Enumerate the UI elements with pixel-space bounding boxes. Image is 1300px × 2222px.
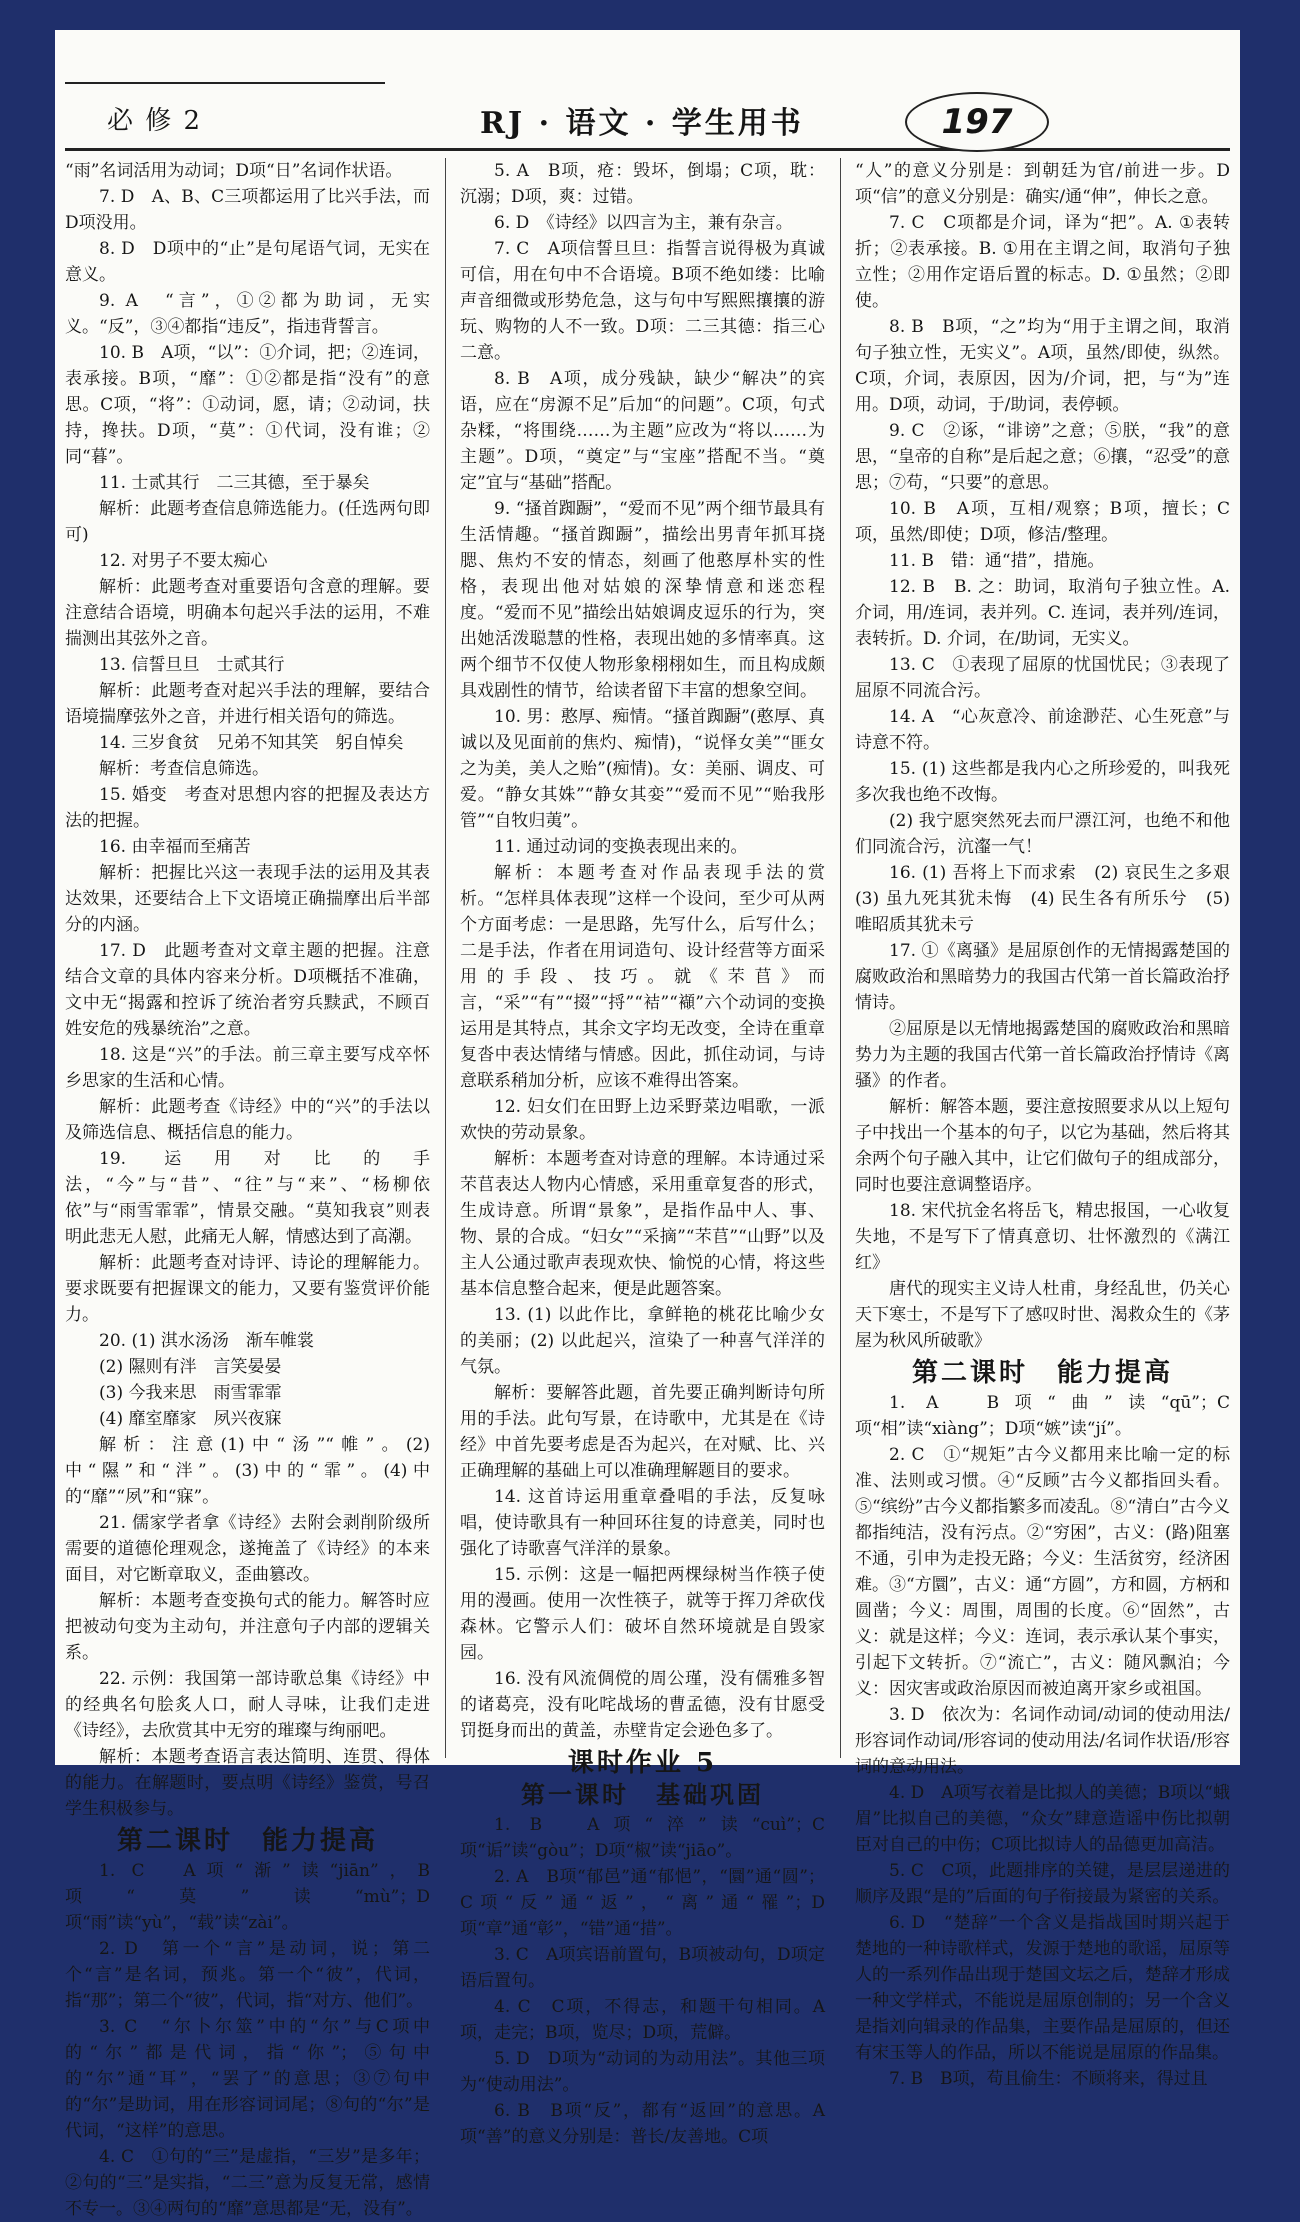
answer-item: (2) 隰则有泮 言笑晏晏 bbox=[99, 1357, 282, 1377]
column-divider bbox=[840, 158, 841, 1758]
explanation: 解析：本题考查对作品表现手法的赏析。“怎样具体表现”这样一个设问，至少可从两个方面考虑：一是思路，先写什么，后写什么；二是手法，作者在用词造句、设计经营等方面采用的手段、技巧。就《芣苢》而言，“采”“有”“掇”“捋”“袺”“襭”六个动词的变换运用是其特点，其余文字均无改变，全诗在重章复沓中表达情绪与情感。因此，抓住动词，与诗意联系稍加分析，应该不难得出答案。 bbox=[460, 863, 825, 1091]
answer-item: 1. A B项“曲”读“qū”；C项“相”读“xiàng”；D项“嫉”读“jí”。 bbox=[855, 1393, 1230, 1439]
answer-item: 6. D “楚辞”一个含义是指战国时期兴起于楚地的一种诗歌样式，发源于楚地的歌谣，屈原等人的一系列作品出现于楚国文坛之后，楚辞才形成一种文学样式，不能说是屈原创制的；另一个含义是指刘向辑录的作品集，主要作品是屈原的，但还有宋玉等人的作品，所以不能说是屈原的作品集。 bbox=[855, 1913, 1230, 2063]
answer-item: 2. D 第一个“言”是动词，说；第二个“言”是名词，预兆。第一个“彼”，代词，指“那”；第二个“彼”，代词，指“对方、他们”。 bbox=[65, 1939, 430, 2011]
answer-item: 2. A B项“郁邑”通“郁悒”，“圜”通“圆”；C项“反”通“返”，“离”通“罹”；D项“章”通“彰”，“错”通“措”。 bbox=[460, 1867, 825, 1939]
answer-item: 14. 这首诗运用重章叠唱的手法，反复咏唱，使诗歌具有一种回环往复的诗意美，同时也强化了诗歌喜气洋洋的景象。 bbox=[460, 1487, 825, 1559]
explanation: 解析：此题考查《诗经》中的“兴”的手法以及筛选信息、概括信息的能力。 bbox=[65, 1097, 430, 1143]
answer-item: (2) 我宁愿突然死去而尸漂江河，也绝不和他们同流合污，沆瀣一气！ bbox=[855, 811, 1230, 857]
section-heading: 第一课时 基础巩固 bbox=[521, 1780, 764, 1809]
answer-item: 15. (1) 这些都是我内心之所珍爱的，叫我死多次我也绝不改悔。 bbox=[855, 759, 1230, 805]
answer-item: 13. 信誓旦旦 士贰其行 bbox=[99, 655, 285, 675]
paragraph: “雨”名词活用为动词；D项“日”名词作状语。 bbox=[65, 161, 403, 181]
book-title: RJ · 语文 · 学生用书 bbox=[480, 106, 804, 141]
explanation: 解析：本题考查对诗意的理解。本诗通过采芣苢表达人物内心情感，采用重章复沓的形式，生成诗意。所谓“景象”，是指作品中人、事、物、景的合成。“妇女”“采摘”“芣苢”“山野”以及主人公通过歌声表现欢快、愉悦的心情，将这些基本信息整合起来，便是此题答案。 bbox=[460, 1149, 825, 1299]
answer-item: 13. (1) 以此作比，拿鲜艳的桃花比喻少女的美丽；(2) 以此起兴，渲染了一种喜气洋洋的气氛。 bbox=[460, 1305, 825, 1377]
answer-item: 5. A B项，疮：毁坏，倒塌；C项，耽：沉溺；D项，爽：过错。 bbox=[460, 161, 825, 207]
answer-item: 14. A “心灰意冷、前途渺茫、心生死意”与诗意不符。 bbox=[855, 707, 1230, 753]
explanation: 解析：本题考查变换句式的能力。解答时应把被动句变为主动句，并注意句子内部的逻辑关系。 bbox=[65, 1591, 430, 1663]
explanation: 解析：此题考查对重要语句含意的理解。要注意结合语境，明确本句起兴手法的运用，不难揣测出其弦外之音。 bbox=[65, 577, 430, 649]
answer-item: 7. B B项，苟且偷生：不顾将来，得过且 bbox=[889, 2069, 1208, 2089]
answer-item: 7. C C项都是介词，译为“把”。A. ①表转折；②表承接。B. ①用在主谓之间，取消句子独立性；②用作定语后置的标志。D. ①虽然；②即使。 bbox=[855, 213, 1230, 311]
answer-item: 3. C A项宾语前置句，B项被动句，D项定语后置句。 bbox=[460, 1945, 825, 1991]
explanation: 解析：本题考查语言表达简明、连贯、得体的能力。在解题时，要点明《诗经》鉴赏，号召学生积极参与。 bbox=[65, 1747, 430, 1819]
page-number: 197 bbox=[905, 92, 1049, 152]
answer-item: 7. D A、B、C三项都运用了比兴手法，而D项没用。 bbox=[65, 187, 430, 233]
document-page bbox=[55, 30, 1247, 2219]
answer-item: 12. B B. 之：助词，取消句子独立性。A. 介词，用/连词，表并列。C. 连词，表并列/连词，表转折。D. 介词，在/助词，无实义。 bbox=[855, 577, 1230, 649]
answer-item: 8. B B项，“之”均为“用于主谓之间，取消句子独立性，无实义”。A项，虽然/即使，纵然。C项，介词，表原因，因为/介词，把，与“为”连用。D项，动词，于/助词，表停顿。 bbox=[855, 317, 1230, 415]
answer-item: 10. 男：憨厚、痴情。“搔首踟蹰”(憨厚、真诚以及见面前的焦灼、痴情)，“说怿女美”“匪女之为美，美人之贻”(痴情)。女：美丽、调皮、可爱。“静女其姝”“静女其娈”“爱而不见”“贻我彤管”“自牧归荑”。 bbox=[460, 707, 825, 831]
column-3 bbox=[855, 158, 1247, 2089]
answer-item: 4. D A项写衣着是比拟人的美德；B项以“蛾眉”比拟自己的美德，“众女”肆意造谣中伤比拟朝臣对自己的中伤；C项比拟诗人的品德更加高洁。 bbox=[855, 1783, 1230, 1855]
answer-item: ②屈原是以无情地揭露楚国的腐败政治和黑暗势力为主题的我国古代第一首长篇政治抒情诗《离骚》的作者。 bbox=[855, 1019, 1230, 1091]
column-2 bbox=[460, 158, 825, 2147]
answer-item: 唐代的现实主义诗人杜甫，身经乱世，仍关心天下寒士，不是写下了感叹时世、渴救众生的《茅屋为秋风所破歌》 bbox=[855, 1279, 1230, 1351]
page-header bbox=[55, 30, 1240, 155]
column-divider bbox=[445, 158, 446, 1758]
answer-item: 9. C ②诼，“诽谤”之意；⑤朕，“我”的意思，“皇帝的自称”是后起之意；⑥攘，“忍受”的意思；⑦苟，“只要”的意思。 bbox=[855, 421, 1230, 493]
answer-item: 12. 妇女们在田野上边采野菜边唱歌，一派欢快的劳动景象。 bbox=[460, 1097, 825, 1143]
answer-item: 22. 示例：我国第一部诗歌总集《诗经》中的经典名句脍炙人口，耐人寻味，让我们走进《诗经》，去欣赏其中无穷的璀璨与绚丽吧。 bbox=[65, 1669, 430, 1741]
answer-item: 15. 示例：这是一幅把两棵绿树当作筷子使用的漫画。使用一次性筷子，就等于挥刀斧砍伐森林。它警示人们：破坏自然环境就是自毁家园。 bbox=[460, 1565, 825, 1663]
answer-item: 8. B A项，成分残缺，缺少“解决”的宾语，应在“房源不足”后加“的问题”。C项，句式杂糅，“将围绕……为主题”应改为“将以……为主题”。D项，“奠定”与“宝座”搭配不当。“奠定”宜与“基础”搭配。 bbox=[460, 369, 825, 493]
answer-item: 9. “搔首踟蹰”，“爱而不见”两个细节最具有生活情趣。“搔首踟蹰”，描绘出男青年抓耳挠腮、焦灼不安的情态，刻画了他憨厚朴实的性格，表现出他对姑娘的深挚情意和迷恋程度。“爱而不见”描绘出姑娘调皮逗乐的行为，突出她活泼聪慧的性格，表现出她的多情率真。这两个细节不仅使人物形象栩栩如生，而且构成颇具戏剧性的情节，给读者留下丰富的想象空间。 bbox=[460, 499, 825, 701]
answer-item: 2. C ①“规矩”古今义都用来比喻一定的标准、法则或习惯。④“反顾”古今义都指回头看。⑤“缤纷”古今义都指繁多而凌乱。⑧“清白”古今义都指纯洁，没有污点。②“穷困”，古义：(路)阻塞不通，引申为走投无路；今义：生活贫穷，经济困难。③“方圜”，古义：通“方圆”，方和圆，方柄和圆凿；今义：周围，周围的长度。⑥“固然”，古义：就是这样；今义：连词，表示承认某个事实，引起下文转折。⑦“流亡”，古义：随风飘泊；今义：因灾害或政治原因而被迫离开家乡或祖国。 bbox=[855, 1445, 1230, 1699]
answer-item: 10. B A项，“以”：①介词，把；②连词，表承接。B项，“靡”：①②都是指“没有”的意思。C项，“将”：①动词，愿，请；②动词，扶持，搀扶。D项，“莫”：①代词，没有谁；②同“暮”。 bbox=[65, 343, 430, 467]
answer-item: 10. B A项，互相/观察；B项，擅长；C项，虽然/即使；D项，修洁/整理。 bbox=[855, 499, 1230, 545]
explanation: 解析：把握比兴这一表现手法的运用及其表达效果，还要结合上下文语境正确揣摩出后半部分的内涵。 bbox=[65, 863, 430, 935]
explanation: 解析：注意(1)中“汤”“帷”。(2)中“隰”和“泮”。(3)中的“霏”。(4)中的“靡”“夙”和“寐”。 bbox=[65, 1435, 430, 1507]
answer-item: 6. B B项“反”，都有“返回”的意思。A项“善”的意义分别是：普长/友善地。C项 bbox=[460, 2101, 825, 2147]
answer-item: 15. 婚变 考查对思想内容的把握及表达方法的把握。 bbox=[65, 785, 430, 831]
answer-item: 21. 儒家学者拿《诗经》去附会剥削阶级所需要的道德伦理观念，遂掩盖了《诗经》的本来面目，对它断章取义，歪曲篡改。 bbox=[65, 1513, 430, 1585]
explanation: 解析：此题考查信息筛选能力。(任选两句即可) bbox=[65, 499, 430, 545]
answer-item: 16. 没有风流倜傥的周公瑾，没有儒雅多智的诸葛亮，没有叱咤战场的曹孟德，没有甘愿受罚挺身而出的黄盖，赤壁肯定会逊色多了。 bbox=[460, 1669, 825, 1741]
explanation: 解析：要解答此题，首先要正确判断诗句所用的手法。此句写景，在诗歌中，尤其是在《诗经》中首先要考虑是否为起兴，在对赋、比、兴正确理解的基础上可以准确理解题目的要求。 bbox=[460, 1383, 825, 1481]
answer-item: 4. C C项，不得志，和题干句相同。A项，走完；B项，览尽；D项，荒僻。 bbox=[460, 1997, 825, 2043]
header-top-rule bbox=[65, 82, 385, 84]
answer-item: 13. C ①表现了屈原的忧国忧民；③表现了屈原不同流合污。 bbox=[855, 655, 1230, 701]
content-columns bbox=[65, 158, 1247, 2219]
answer-item: 19. 运用对比的手法，“今”与“昔”、“往”与“来”、“杨柳依依”与“雨雪霏霏”，情景交融。“莫知我哀”则表明此悲无人慰，此痛无人解，情感达到了高潮。 bbox=[65, 1149, 430, 1247]
answer-item: 18. 宋代抗金名将岳飞，精忠报国，一心收复失地，不是写下了情真意切、壮怀激烈的《满江红》 bbox=[855, 1201, 1230, 1273]
section-heading: 第二课时 能力提高 bbox=[116, 1826, 378, 1856]
answer-item: 11. 通过动词的变换表现出来的。 bbox=[494, 837, 748, 857]
answer-item: 6. D 《诗经》以四言为主，兼有杂言。 bbox=[494, 213, 793, 233]
column-1 bbox=[65, 158, 430, 2219]
answer-item: 5. C C项，此题排序的关键，是层层递进的顺序及跟“是的”后面的句子衔接最为紧密的关系。 bbox=[855, 1861, 1230, 1907]
header-rule bbox=[65, 148, 1230, 151]
explanation: 解析：此题考查对诗评、诗论的理解能力。要求既要有把握课文的能力，又要有鉴赏评价能力。 bbox=[65, 1253, 430, 1325]
answer-item: 5. D D项为“动词的为动用法”。其他三项为“使动用法”。 bbox=[460, 2049, 825, 2095]
explanation: 解析：考查信息筛选。 bbox=[99, 759, 269, 779]
paragraph: “人”的意义分别是：到朝廷为官/前进一步。D项“信”的意义分别是：确实/通“伸”，伸长之意。 bbox=[855, 161, 1230, 207]
answer-item: (3) 今我来思 雨雪霏霏 bbox=[99, 1383, 282, 1403]
answer-item: 16. (1) 吾将上下而求索 (2) 哀民生之多艰 (3) 虽九死其犹未悔 (4) 民生各有所乐兮 (5) 唯昭质其犹未亏 bbox=[855, 863, 1247, 935]
lesson-heading: 课时作业 5 bbox=[567, 1748, 718, 1778]
answer-item: 20. (1) 淇水汤汤 渐车帷裳 bbox=[99, 1331, 314, 1351]
answer-item: 1. B A项“淬”读“cuì”；C项“诟”读“gòu”；D项“椒”读“jiāo”。 bbox=[460, 1815, 825, 1861]
answer-item: 11. 士贰其行 二三其德，至于暴矣 bbox=[99, 473, 370, 493]
explanation: 解析：解答本题，要注意按照要求从以上短句子中找出一个基本的句子，以它为基础，然后将其余两个句子融入其中，让它们做句子的组成部分，同时也要注意调整语序。 bbox=[855, 1097, 1230, 1195]
answer-item: 12. 对男子不要太痴心 bbox=[99, 551, 268, 571]
answer-item: 4. C ①句的“三”是虚指，“三岁”是多年；②句的“三”是实指，“二三”意为反复无常，感情不专一。③④两句的“靡”意思都是“无，没有”。 bbox=[65, 2147, 430, 2219]
answer-item: 14. 三岁食贫 兄弟不知其笑 躬自悼矣 bbox=[99, 733, 404, 753]
answer-item: (4) 靡室靡家 夙兴夜寐 bbox=[99, 1409, 282, 1429]
answer-item: 9. A “言”，①②都为助词，无实义。“反”，③④都指“违反”，指违背誓言。 bbox=[65, 291, 430, 337]
section-heading: 第二课时 能力提高 bbox=[911, 1358, 1173, 1388]
answer-item: 7. C A项信誓旦旦：指誓言说得极为真诚可信，用在句中不合语境。B项不绝如缕：比喻声音细微或形势危急，这与句中写熙熙攘攘的游玩、购物的人不一致。D项：二三其德：指三心二意。 bbox=[460, 239, 825, 363]
answer-item: 17. ①《离骚》是屈原创作的无情揭露楚国的腐败政治和黑暗势力的我国古代第一首长篇政治抒情诗。 bbox=[855, 941, 1230, 1013]
answer-item: 8. D D项中的“止”是句尾语气词，无实在意义。 bbox=[65, 239, 430, 285]
answer-item: 3. C “尔卜尔筮”中的“尔”与C项中的“尔”都是代词，指“你”；⑤句中的“尔”通“耳”，“罢了”的意思；③⑦句中的“尔”是助词，用在形容词词尾；⑧句的“尔”是代词，“这样”的意思。 bbox=[65, 2017, 430, 2141]
answer-item: 16. 由幸福而至痛苦 bbox=[99, 837, 251, 857]
book-label: 必 修 2 bbox=[107, 106, 203, 136]
answer-item: 11. B 错：通“措”，措施。 bbox=[889, 551, 1105, 571]
answer-item: 17. D 此题考查对文章主题的把握。注意结合文章的具体内容来分析。D项概括不准确，文中无“揭露和控诉了统治者穷兵黩武，不顾百姓安危的残暴统治”之意。 bbox=[65, 941, 430, 1039]
answer-item: 18. 这是“兴”的手法。前三章主要写戍卒怀乡思家的生活和心情。 bbox=[65, 1045, 430, 1091]
explanation: 解析：此题考查对起兴手法的理解，要结合语境揣摩弦外之音，并进行相关语句的筛选。 bbox=[65, 681, 430, 727]
answer-item: 3. D 依次为：名词作动词/动词的使动用法/形容词作动词/形容词的使动用法/名词作状语/形容词的意动用法。 bbox=[855, 1705, 1230, 1777]
answer-item: 1. C A项“渐”读“jiān”，B项“莫”读“mù”；D项“雨”读“yù”，“载”读“zài”。 bbox=[65, 1861, 430, 1933]
